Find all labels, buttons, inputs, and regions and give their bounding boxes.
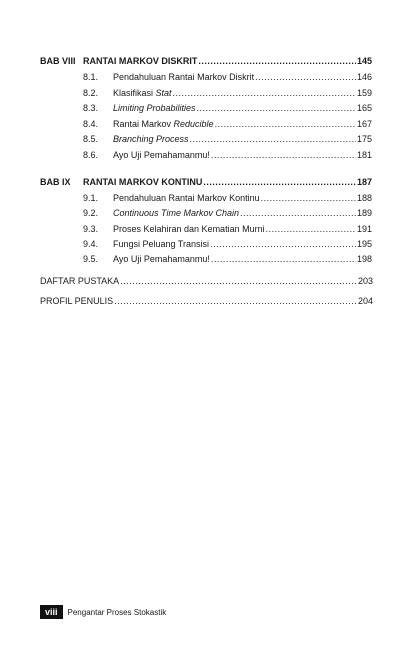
page-footer [40, 605, 166, 619]
section-number: 8.1. [83, 72, 99, 82]
section-page: 159 [356, 88, 372, 98]
backmatter-title: PROFIL PENULIS [40, 296, 114, 306]
dot-leader [197, 102, 356, 114]
section-page: 198 [356, 254, 372, 264]
section-number: 9.5. [83, 254, 99, 264]
section-number: 9.2. [83, 208, 99, 218]
toc-section-8-5 [83, 133, 372, 145]
section-title: Ayo Uji Pemahamanmu! [113, 254, 210, 264]
section-title: Pendahuluan Rantai Markov Diskrit [113, 72, 255, 82]
toc-section-8-3 [83, 102, 372, 114]
section-page: 191 [356, 224, 372, 234]
chapter-page: 145 [356, 56, 372, 66]
section-title-plain: Rantai Markov [113, 119, 174, 129]
section-title: Branching Process [113, 134, 189, 144]
section-page: 189 [356, 208, 372, 218]
section-title [113, 118, 214, 130]
dot-leader [210, 238, 356, 250]
chapter-label: BAB VIII [40, 56, 76, 66]
dot-leader [266, 223, 356, 235]
section-number: 9.4. [83, 239, 99, 249]
section-number: 9.1. [83, 193, 99, 203]
chapter-title: RANTAI MARKOV KONTINU [83, 177, 203, 187]
section-title-italic: Stat [155, 88, 172, 98]
toc-section-8-4 [83, 118, 372, 130]
chapter-title: RANTAI MARKOV DISKRIT [83, 56, 198, 66]
dot-leader [215, 118, 356, 130]
section-page: 146 [356, 72, 372, 82]
toc-section-9-5 [83, 253, 372, 265]
dot-leader [173, 87, 356, 99]
section-number: 8.4. [83, 119, 99, 129]
toc-section-9-4 [83, 238, 372, 250]
dot-leader [255, 71, 356, 83]
section-title-plain: Klasifikasi [113, 88, 156, 98]
dot-leader [190, 133, 356, 145]
section-number: 8.6. [83, 150, 99, 160]
section-title [113, 87, 172, 99]
dot-leader [203, 176, 356, 188]
toc-section-9-2 [83, 207, 372, 219]
dot-leader [261, 192, 356, 204]
section-number: 8.5. [83, 134, 99, 144]
toc-profil-penulis [40, 295, 373, 307]
section-page: 165 [356, 103, 372, 113]
dot-leader [120, 275, 357, 287]
backmatter-title: DAFTAR PUSTAKA [40, 276, 120, 286]
section-title: Fungsi Peluang Transisi [113, 239, 210, 249]
section-page: 175 [356, 134, 372, 144]
toc-section-8-1 [83, 71, 372, 83]
chapter-label: BAB IX [40, 177, 71, 187]
section-page: 181 [356, 150, 372, 160]
backmatter-page: 204 [357, 296, 373, 306]
dot-leader [240, 207, 356, 219]
footer-page-number: viii [40, 605, 63, 619]
footer-book-title: Pengantar Proses Stokastik [67, 607, 167, 617]
section-page: 195 [356, 239, 372, 249]
section-page: 188 [356, 193, 372, 203]
section-title: Pendahuluan Rantai Markov Kontinu [113, 193, 260, 203]
section-number: 8.3. [83, 103, 99, 113]
toc-section-9-1 [83, 192, 372, 204]
dot-leader [211, 253, 356, 265]
toc-chapter-viii [40, 55, 372, 67]
toc-section-9-3 [83, 223, 372, 235]
section-title: Proses Kelahiran dan Kematian Murni [113, 224, 265, 234]
toc-section-8-6 [83, 149, 372, 161]
section-number: 8.2. [83, 88, 99, 98]
chapter-page: 187 [356, 177, 372, 187]
toc-daftar-pustaka [40, 275, 373, 287]
section-title: Continuous Time Markov Chain [113, 208, 239, 218]
section-title-italic: Reducible [173, 119, 214, 129]
toc-section-8-2 [83, 87, 372, 99]
toc-chapter-ix [40, 176, 372, 188]
section-title: Ayo Uji Pemahamanmu! [113, 150, 210, 160]
section-page: 167 [356, 119, 372, 129]
dot-leader [114, 295, 357, 307]
section-title: Limiting Probabilities [113, 103, 196, 113]
section-number: 9.3. [83, 224, 99, 234]
backmatter-page: 203 [357, 276, 373, 286]
dot-leader [211, 149, 356, 161]
dot-leader [198, 55, 356, 67]
